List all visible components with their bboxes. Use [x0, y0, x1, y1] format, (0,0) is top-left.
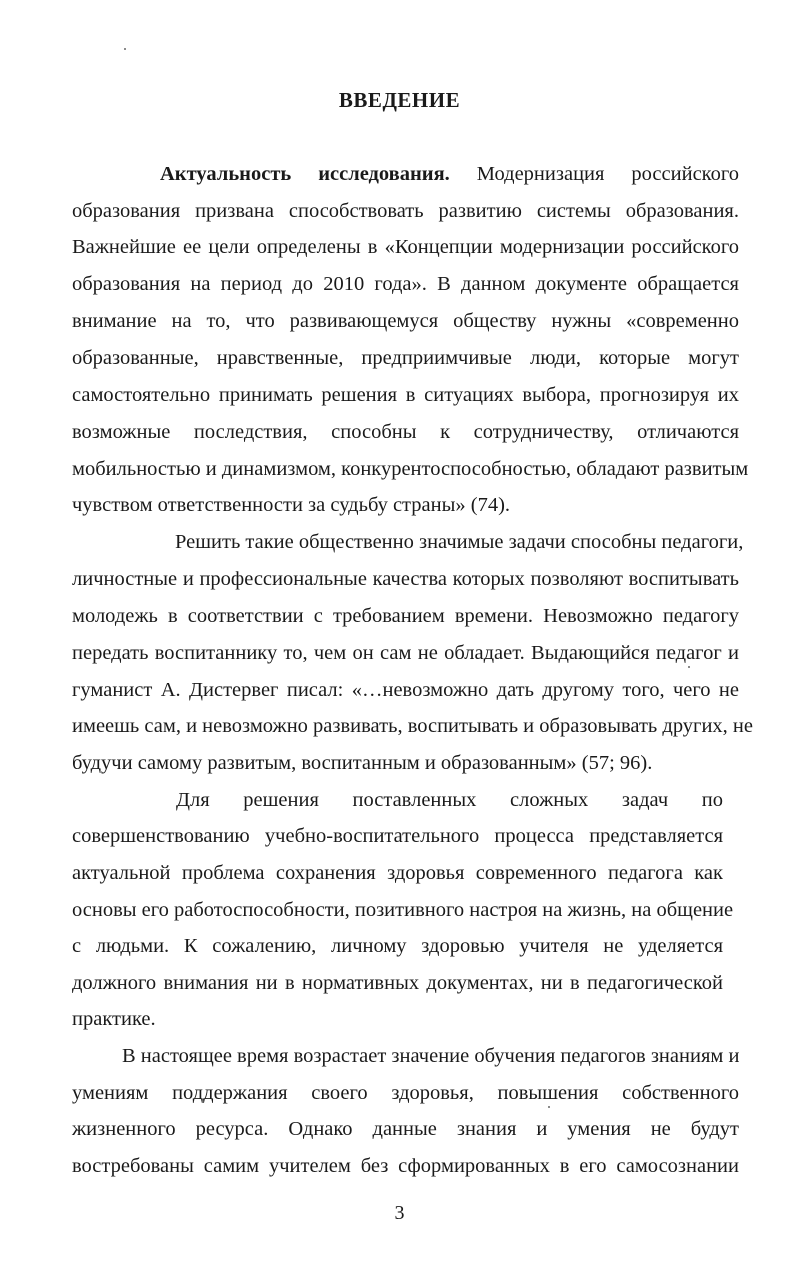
paragraph-line: Для решения поставленных сложных задач по — [176, 789, 723, 811]
section-heading: ВВЕДЕНИЕ — [338, 88, 461, 112]
paragraph-line: самостоятельно принимать решения в ситуациях выбора, прогнозируя их — [72, 384, 739, 406]
paragraph-line: молодежь в соответствии с требованием времени. Невозможно педагогу — [72, 605, 739, 627]
paragraph-line: имеешь сам, и невозможно развивать, воспитывать и образовывать других, не — [72, 715, 753, 737]
paragraph-line: передать воспитаннику то, чем он сам не обладает. Выдающийся педагог и — [72, 642, 739, 664]
paragraph-line: востребованы самим учителем без сформированных в его самосознании — [72, 1155, 739, 1177]
paragraph-line: должного внимания ни в нормативных документах, ни в педагогической — [72, 972, 723, 994]
text-fragment: Модернизация — [476, 163, 605, 185]
page-number: 3 — [394, 1202, 405, 1224]
paragraph-line: личностные и профессиональные качества которых позволяют воспитывать — [72, 568, 739, 590]
paragraph-line: с людьми. К сожалению, личному здоровью учителя не уделяется — [72, 935, 723, 957]
paragraph-line: В настоящее время возрастает значение обучения педагогов знаниям и — [122, 1045, 740, 1067]
paragraph-line: практике. — [72, 1008, 156, 1030]
text-fragment: российского — [631, 163, 739, 185]
paragraph-line: образованные, нравственные, предприимчивые люди, которые могут — [72, 347, 739, 369]
paragraph-line: гуманист А. Дистервег писал: «…невозможно дать другому того, чего не — [72, 679, 739, 701]
paragraph-line: мобильностью и динамизмом, конкурентоспособностью, обладают развитым — [72, 458, 749, 480]
paragraph-line: актуальной проблема сохранения здоровья современного педагога как — [72, 862, 723, 884]
paragraph-line: умениям поддержания своего здоровья, повышения собственного — [72, 1082, 739, 1104]
scan-speck — [548, 1106, 550, 1108]
bold-lead: Актуальность исследования. — [160, 163, 450, 185]
paragraph-line: основы его работоспособности, позитивного настроя на жизнь, на общение — [72, 899, 734, 921]
paragraph-line: внимание на то, что развивающемуся обществу нужны «современно — [72, 310, 739, 332]
paragraph-line: образования на период до 2010 года». В данном документе обращается — [72, 273, 739, 295]
paragraph-line: совершенствованию учебно-воспитательного процесса представляется — [72, 825, 723, 847]
paragraph-line: чувством ответственности за судьбу страны» (74). — [72, 494, 511, 516]
scan-speck — [124, 48, 126, 50]
paragraph-line — [160, 161, 739, 187]
paragraph-line: будучи самому развитым, воспитанным и образованным» (57; 96). — [72, 752, 653, 774]
paragraph-line: Важнейшие ее цели определены в «Концепции модернизации российского — [72, 236, 739, 258]
paragraph-line: жизненного ресурса. Однако данные знания и умения не будут — [72, 1118, 739, 1140]
scan-speck — [688, 666, 690, 668]
paragraph-line: возможные последствия, способны к сотрудничеству, отличаются — [72, 421, 739, 443]
paragraph-line: образования призвана способствовать развитию системы образования. — [72, 200, 739, 222]
paragraph-line: Решить такие общественно значимые задачи способны педагоги, — [175, 531, 744, 553]
